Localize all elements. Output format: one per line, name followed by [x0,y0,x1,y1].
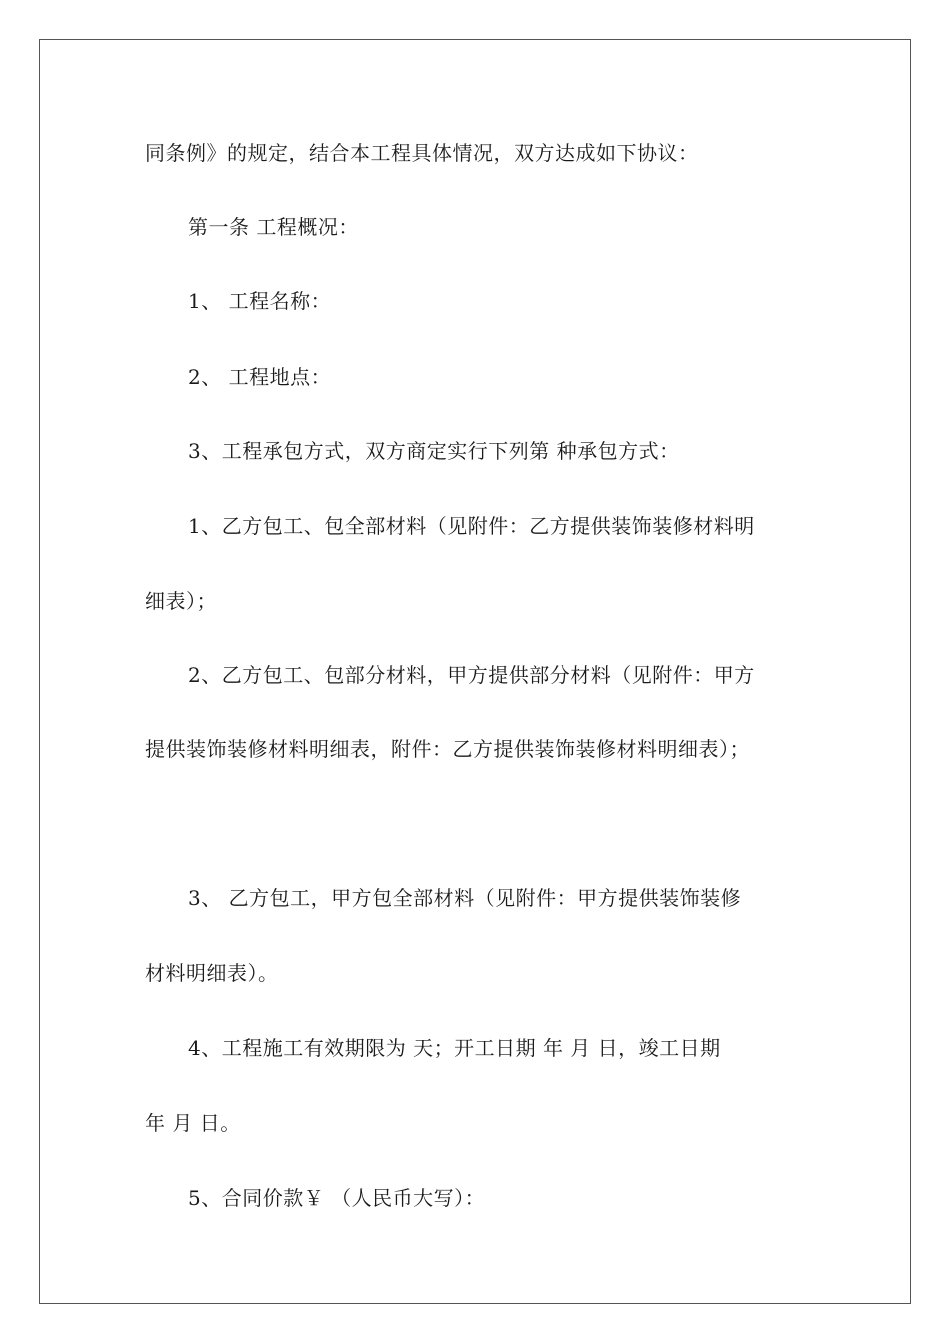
option-two-line-2: 提供装饰装修材料明细表，附件：乙方提供装饰装修材料明细表）； [145,737,750,761]
item-construction-period-line-1: 4、工程施工有效期限为 天；开工日期 年 月 日，竣工日期 [188,1036,721,1060]
item-contract-method: 3、工程承包方式，双方商定实行下列第 种承包方式： [188,439,680,463]
item-contract-price: 5、合同价款￥ （人民币大写）： [188,1186,486,1210]
item-project-name: 1、 工程名称： [188,289,332,313]
option-three-line-1: 3、 乙方包工，甲方包全部材料（见附件：甲方提供装饰装修 [188,886,742,910]
option-one-line-2: 细表）； [145,589,217,613]
item-construction-period-line-2: 年 月 日。 [145,1111,241,1135]
item-project-location: 2、 工程地点： [188,365,332,389]
option-three-line-2: 材料明细表）。 [145,961,279,985]
text-line-continuation-regulations: 同条例》的规定，结合本工程具体情况，双方达成如下协议： [145,141,699,165]
option-one-line-1: 1、乙方包工、包全部材料（见附件：乙方提供装饰装修材料明 [188,514,755,538]
article-one-heading: 第一条 工程概况： [188,215,359,239]
option-two-line-1: 2、乙方包工、包部分材料，甲方提供部分材料（见附件：甲方 [188,663,755,687]
